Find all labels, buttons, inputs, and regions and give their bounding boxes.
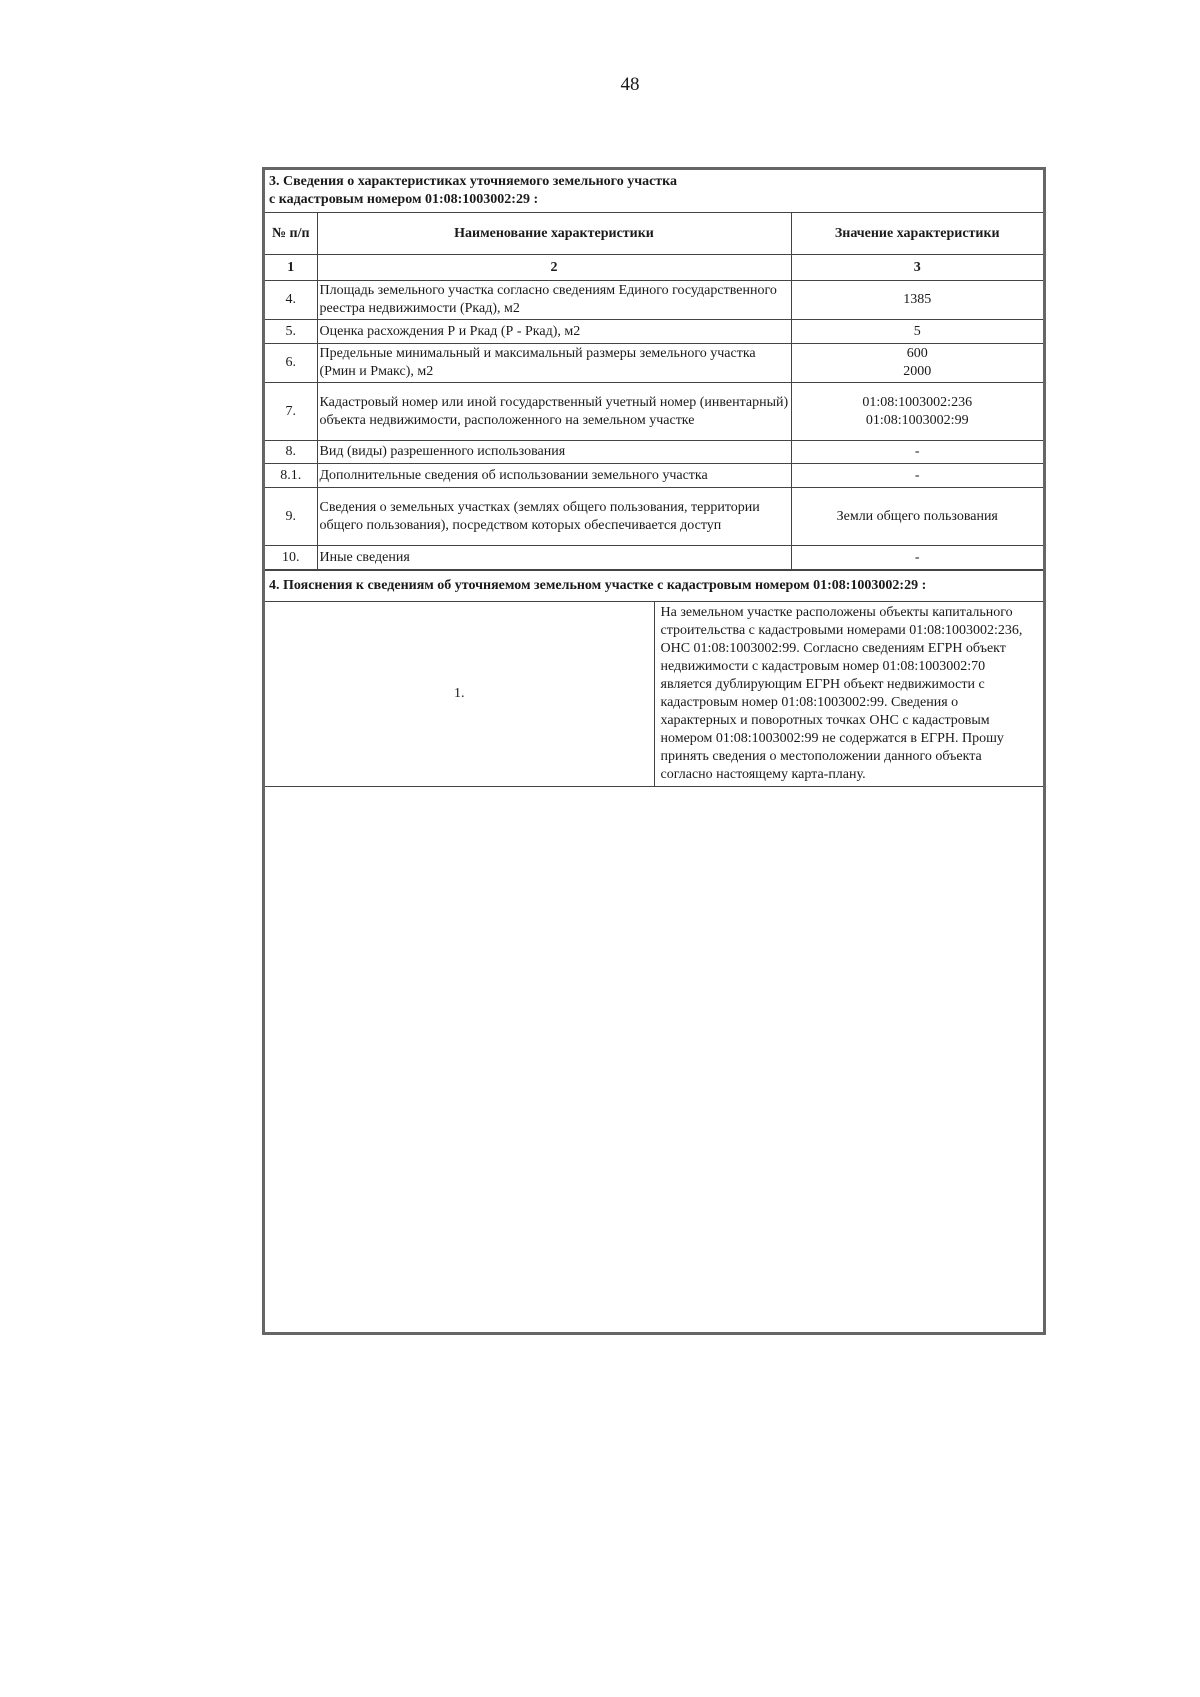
table-row [265,383,1043,441]
row-name: Кадастровый номер или иной государственный учетный номер (инвентарный) объекта недвижимости, расположенного на земельном участке [317,383,791,441]
row-value: 1385 [791,281,1043,320]
row-num: 8. [265,441,317,464]
row-name: Оценка расхождения Р и Ркад (Р - Ркад), м2 [317,320,791,344]
row-value: - [791,546,1043,570]
note-row [265,602,1043,787]
note-text: На земельном участке расположены объекты капитального строительства с кадастровыми номерами 01:08:1003002:236, ОНС 01:08:1003002:99. Согласно сведениям ЕГРН объект недвижимости с кадастровым номер 01:08:1003002:70 является дублирующим ЕГРН объект недвижимости с кадастровым номер 01:08:1003002:99. Сведения о характерных и поворотных точках ОНС с кадастровым номером 01:08:1003002:99 не содержатся в ЕГРН. Прошу принять сведения о местоположении данного объекта согласно настоящему карта-плану. [654,602,1043,787]
column-number: 1 [265,255,317,281]
table-row [265,320,1043,344]
section3-title-line1: 3. Сведения о характеристиках уточняемого земельного участка [269,174,678,189]
header-num: № п/п [265,213,317,255]
row-value: 01:08:1003002:236 01:08:1003002:99 [791,383,1043,441]
row-num: 5. [265,320,317,344]
header-name: Наименование характеристики [317,213,791,255]
row-num: 10. [265,546,317,570]
column-number: 2 [317,255,791,281]
row-value: - [791,441,1043,464]
row-name: Вид (виды) разрешенного использования [317,441,791,464]
row-name: Иные сведения [317,546,791,570]
row-value: Земли общего пользования [791,488,1043,546]
row-name: Дополнительные сведения об использовании земельного участка [317,464,791,488]
section3-title-line2: с кадастровым номером 01:08:1003002:29 : [269,192,539,207]
row-num: 9. [265,488,317,546]
document-frame [262,167,1046,1335]
header-value: Значение характеристики [791,213,1043,255]
row-num: 7. [265,383,317,441]
table-row [265,488,1043,546]
note-num: 1. [265,602,654,787]
row-value: 600 2000 [791,344,1043,383]
section3-title [265,170,1043,213]
section3-title-row [265,170,1043,213]
row-value: - [791,464,1043,488]
column-number-row [265,255,1043,281]
row-num: 4. [265,281,317,320]
table-row [265,464,1043,488]
table-row [265,344,1043,383]
row-num: 6. [265,344,317,383]
section4-title-row [265,571,1043,602]
section3-table [265,170,1043,570]
column-number: 3 [791,255,1043,281]
table-row [265,546,1043,570]
table-row [265,281,1043,320]
page-number: 48 [620,74,640,95]
row-num: 8.1. [265,464,317,488]
section4-table [265,570,1043,787]
row-name: Сведения о земельных участках (землях общего пользования, территории общего пользования), посредством которых обеспечивается доступ [317,488,791,546]
section4-title: 4. Пояснения к сведениям об уточняемом земельном участке с кадастровым номером 01:08:1003002:29 : [265,571,1043,602]
row-name: Предельные минимальный и максимальный размеры земельного участка (Рмин и Рмакс), м2 [317,344,791,383]
row-name: Площадь земельного участка согласно сведениям Единого государственного реестра недвижимости (Ркад), м2 [317,281,791,320]
table-row [265,441,1043,464]
row-value: 5 [791,320,1043,344]
table-header-row [265,213,1043,255]
